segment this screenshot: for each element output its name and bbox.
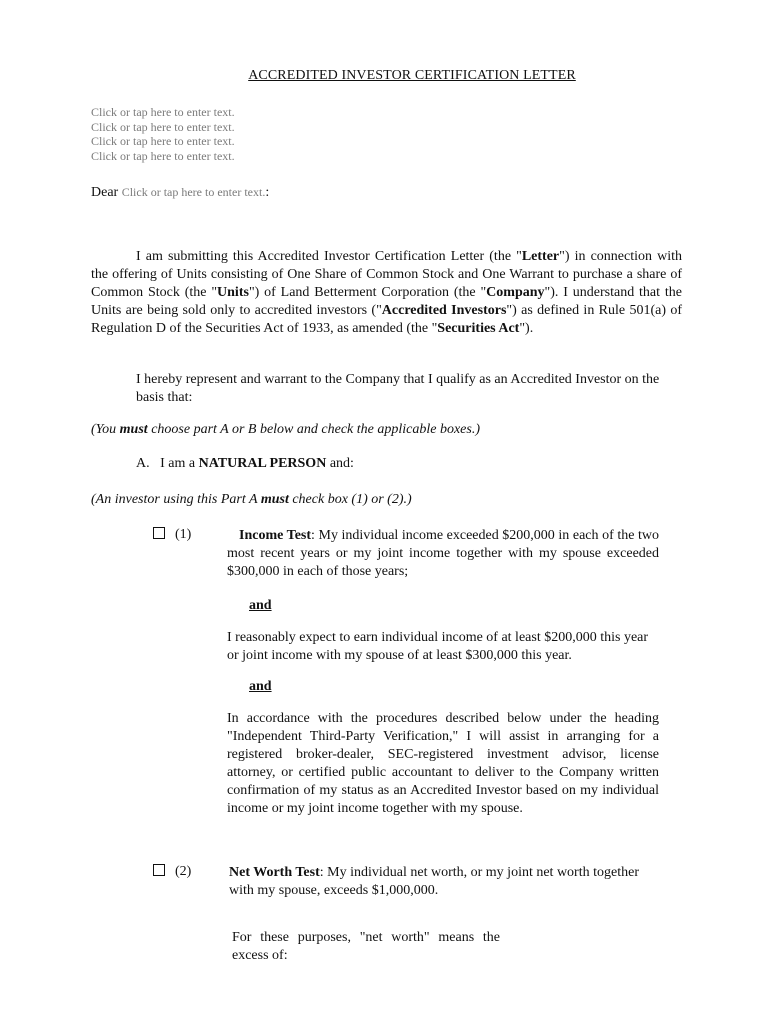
address-field-2[interactable]: Click or tap here to enter text. xyxy=(91,119,235,134)
defined-term: Accredited Investors xyxy=(381,303,507,318)
option-text: : My individual net worth, or my joint net worth together with my spouse, exceeds $1,000,000. xyxy=(229,865,639,898)
option-number: (1) xyxy=(175,527,192,542)
section-label: A. xyxy=(136,456,150,471)
intro-text: "). I understand that the Units are being sold only to accredited investors (" xyxy=(91,285,682,318)
document-title: ACCREDITED INVESTOR CERTIFICATION LETTER xyxy=(248,68,576,83)
defined-term: Units xyxy=(217,285,249,300)
option-heading: Net Worth Test xyxy=(229,865,320,880)
address-field-1[interactable]: Click or tap here to enter text. xyxy=(91,105,235,119)
intro-paragraph xyxy=(91,248,682,338)
verification-paragraph: In accordance with the procedures described below under the heading "Independent Third-Party Verification," I will assist in arranging for a registered broker-dealer, SEC-registered investment advisor, license attorney, or certified public accountant to deliver to the Company written confirmation of my status as an Accredited Investor based on my individual income or my joint income together with my spouse. xyxy=(227,711,659,816)
address-block xyxy=(91,105,235,163)
instruction-note xyxy=(91,422,480,438)
note-emphasis: must xyxy=(119,422,148,437)
intro-text: "). xyxy=(519,321,534,336)
salutation-prefix: Dear xyxy=(91,185,122,200)
intro-text: ") as defined in Rule 501(a) of Regulation D of the Securities Act of 1933, as amended (the " xyxy=(91,303,682,336)
intro-text: ") in connection with the offering of Units consisting of One Share of Common Stock and One Warrant to purchase a share of Common Stock (the " xyxy=(91,249,682,300)
salutation xyxy=(91,185,269,201)
note-text: check box (1) or (2).) xyxy=(288,492,412,507)
section-a-heading xyxy=(136,456,354,472)
and-connector: and xyxy=(249,679,272,694)
recipient-field[interactable]: Click or tap here to enter text. xyxy=(121,185,266,199)
option-number: (2) xyxy=(175,864,192,879)
representation-paragraph: I hereby represent and warrant to the Company that I qualify as an Accredited Investor on the basis that: xyxy=(136,372,660,405)
part-a-note xyxy=(91,492,412,508)
intro-text: I am submitting this Accredited Investor Certification Letter (the " xyxy=(136,249,522,264)
option-heading: Income Test xyxy=(239,528,312,543)
income-expectation-paragraph: I reasonably expect to earn individual income of at least $200,000 this year or joint income with my spouse of at least $300,000 this year. xyxy=(227,630,649,663)
income-test-checkbox[interactable] xyxy=(153,527,165,539)
income-test-option xyxy=(153,527,191,543)
section-emphasis: NATURAL PERSON xyxy=(198,456,327,471)
net-worth-test-checkbox[interactable] xyxy=(153,864,165,876)
note-text: (An investor using this Part A xyxy=(91,492,261,507)
section-text: I am a xyxy=(160,456,199,471)
net-worth-definition: For these purposes, "net worth" means the excess of: xyxy=(232,930,500,963)
note-emphasis: must xyxy=(260,492,289,507)
address-field-4[interactable]: Click or tap here to enter text. xyxy=(91,148,235,163)
note-text: choose part A or B below and check the applicable boxes.) xyxy=(147,422,480,437)
and-connector: and xyxy=(249,598,272,613)
defined-term: Company xyxy=(486,285,545,300)
salutation-suffix: : xyxy=(265,185,270,200)
intro-text: ") of Land Betterment Corporation (the " xyxy=(248,285,487,300)
section-text: and: xyxy=(326,456,354,471)
net-worth-test-text xyxy=(229,864,659,900)
address-field-3[interactable]: Click or tap here to enter text. xyxy=(91,134,235,148)
net-worth-test-option xyxy=(153,864,191,880)
income-test-text xyxy=(227,527,659,581)
option-text: : My individual income exceeded $200,000 in each of the two most recent years or my joint income together with my spouse exceeded $300,000 in each of those years; xyxy=(227,528,659,579)
note-text: (You xyxy=(91,422,120,437)
defined-term: Securities Act xyxy=(437,321,520,336)
defined-term: Letter xyxy=(521,249,560,264)
